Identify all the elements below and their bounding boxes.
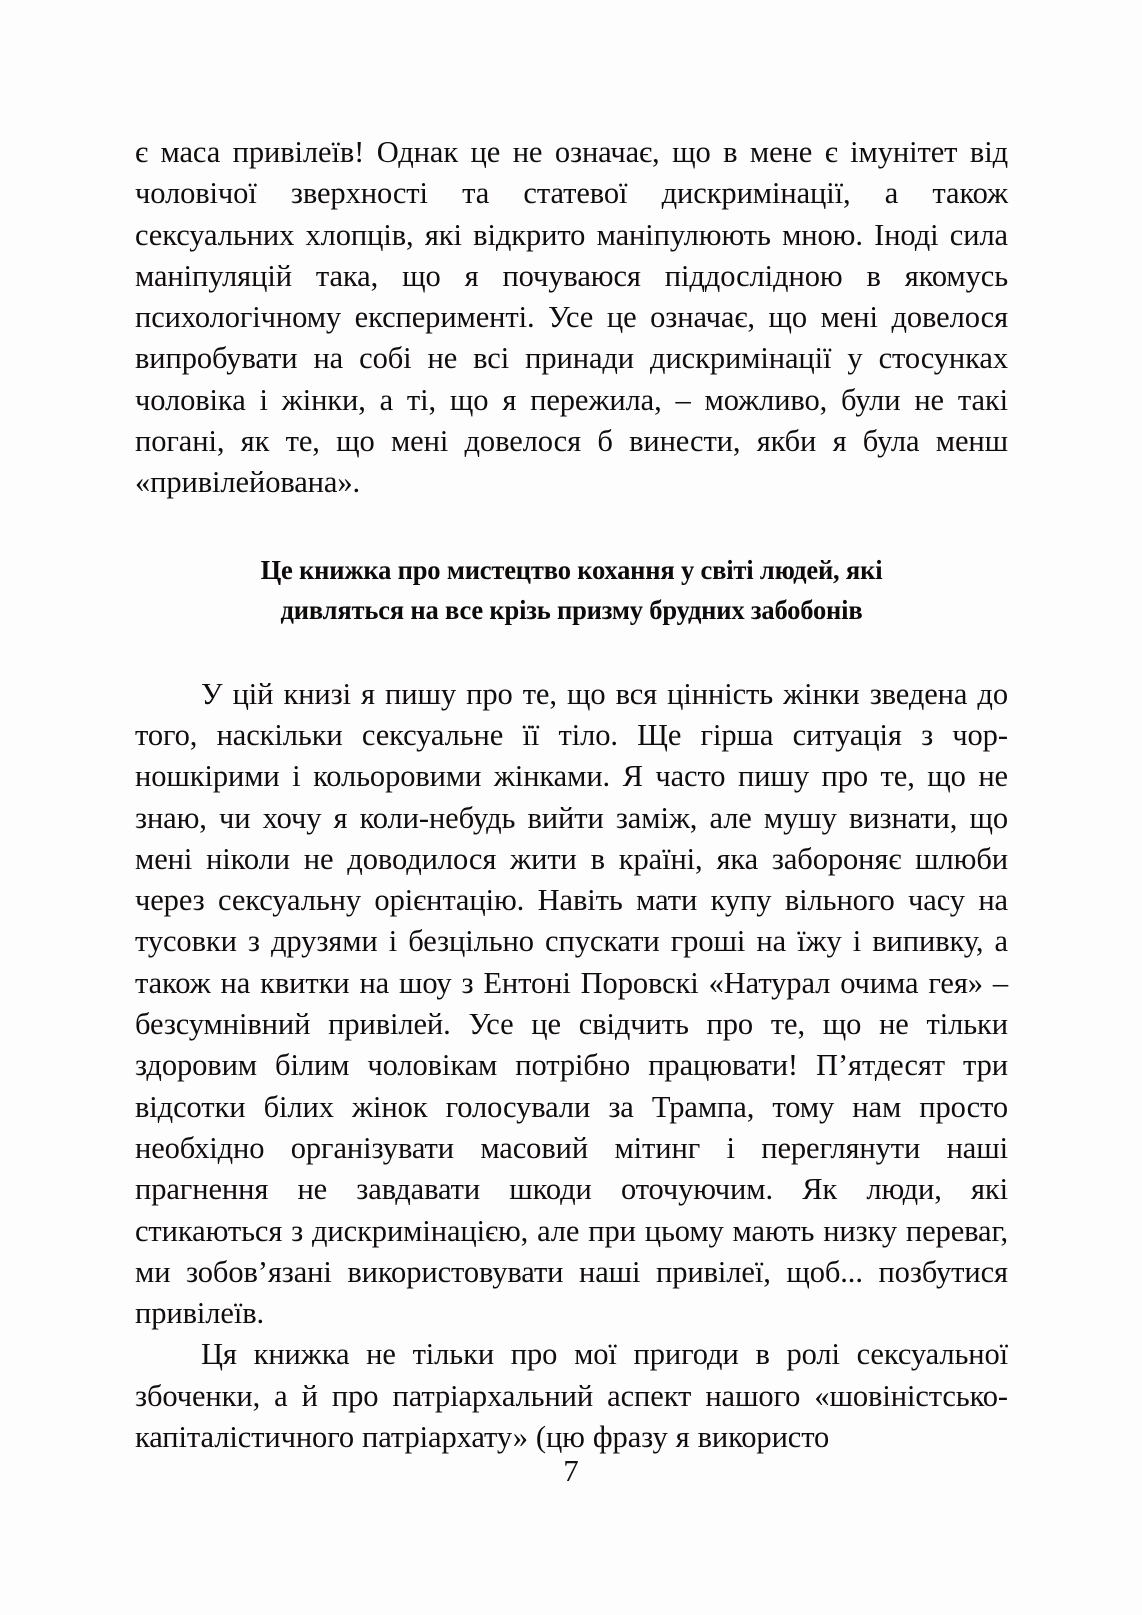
section-heading-line-1: Це книжка про мистецтво кохання у світі людей, які [260,553,883,585]
paragraph-body-1: У цій книзі я пишу про те, що вся цінність жінки зведена до того, наскільки сексуальне її тіло. Ще гірша ситуація з чорношкірими і кольоровими жінками. Я часто пишу про те, що не знаю, чи хочу я коли-небудь вийти заміж, але мушу визнати, що мені ніколи не доводилося жити в країні, яка забороняє шлюби через сексуальну орієнтацію. Навіть мати купу вільного часу на тусовки з друзями і безцільно спускати гроші на їжу і випивку, а також на квитки на шоу з Ентоні Поровскі «Натурал очима гея» – безсумнівний привілей. Усе це свідчить про те, що не тільки здоровим білим чоловікам потрібно працювати! П’ятдесят три відсотки білих жінок голосували за Трампа, тому нам просто необхідно організувати масовий мітинг і переглянути наші прагнення не завдавати шкоди оточуючим. Як люди, які стикаються з дискримінацією, але при цьому мають низку переваг, ми зобов’язані використовувати наші привілеї, щоб... позбутися привілеїв. [135,676,1008,1331]
paragraph-body-2: Ця книжка не тільки про мої пригоди в ролі сексуальної збоченки, а й про патріархальний аспект нашого «шовіністсько-капіталістичного патріархату» (цю фразу я використо [135,1337,1008,1455]
section-heading-line-2: дивляться на все крізь призму брудних забобонів [280,593,863,625]
page-number: 7 [563,1453,579,1488]
section-heading-block [135,550,1008,630]
paragraph-continuation: є маса привілеїв! Однак це не означає, що в мене є імунітет від чоловічої зверхності та статевої дискримінації, а також сексуальних хлопців, які відкрито маніпулюють мною. Іноді сила маніпуляцій така, що я почуваюся піддослідною в якомусь психологічному експерименті. Усе це означає, що мені довелося випробувати на собі не всі принади дискримінації у стосунках чоловіка і жінки, а ті, що я пережила, – можливо, були не такі погані, як те, що мені довелося б винести, якби я була менш «привілейована». [135,135,1008,500]
text-column [135,132,1008,1458]
